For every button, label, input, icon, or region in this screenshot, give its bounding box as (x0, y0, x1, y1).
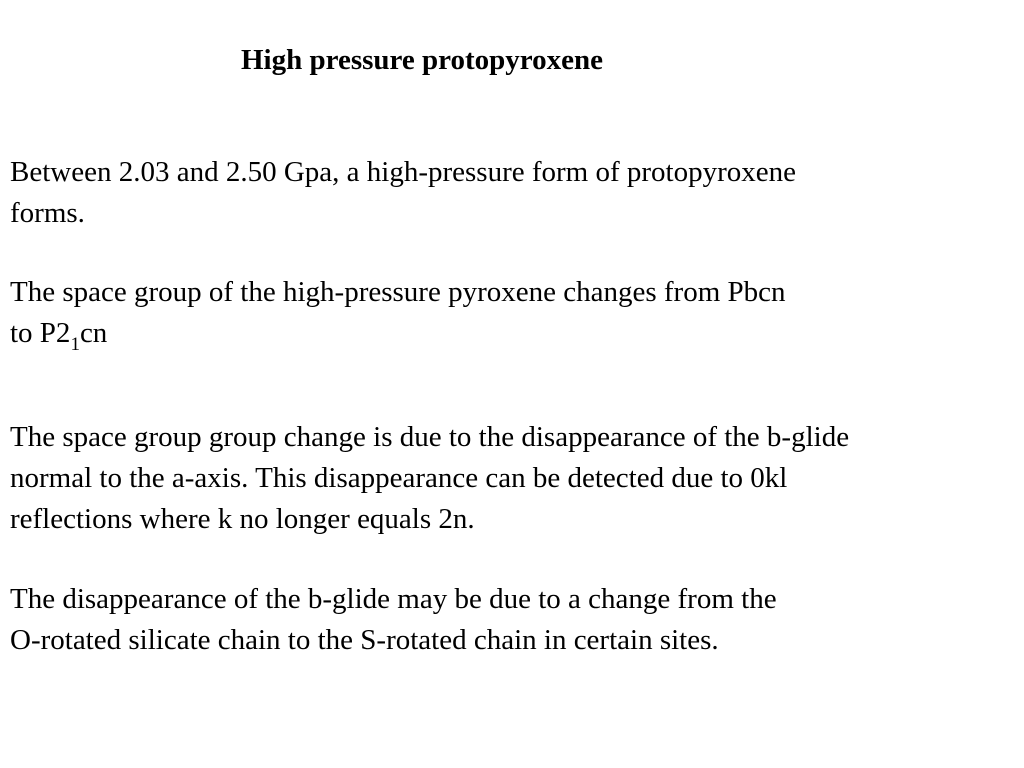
space-group-subscript: 1 (70, 334, 80, 355)
paragraph-line: The space group group change is due to the disappearance of the b-glide (10, 421, 850, 453)
paragraph-line: Between 2.03 and 2.50 Gpa, a high-pressure form of protopyroxene (10, 156, 797, 188)
paragraph-line-with-subscript (10, 313, 1010, 354)
space-group-suffix: cn (79, 317, 108, 349)
paragraph-line: The disappearance of the b-glide may be due to a change from the (10, 583, 777, 615)
paragraph-pressure-range (10, 152, 1010, 234)
paragraph-line: forms. (10, 197, 85, 229)
paragraph-line: O-rotated silicate chain to the S-rotated chain in certain sites. (10, 624, 719, 656)
paragraph-line: normal to the a-axis. This disappearance can be detected due to 0kl (10, 462, 788, 494)
space-group-prefix: to P2 (10, 317, 71, 349)
slide-title: High pressure protopyroxene (241, 44, 603, 76)
paragraph-chain-rotation (10, 579, 1010, 661)
paragraph-line: reflections where k no longer equals 2n. (10, 503, 475, 535)
paragraph-line: The space group of the high-pressure pyroxene changes from Pbcn (10, 276, 786, 308)
paragraph-space-group (10, 272, 1010, 354)
paragraph-glide-change (10, 417, 1010, 540)
